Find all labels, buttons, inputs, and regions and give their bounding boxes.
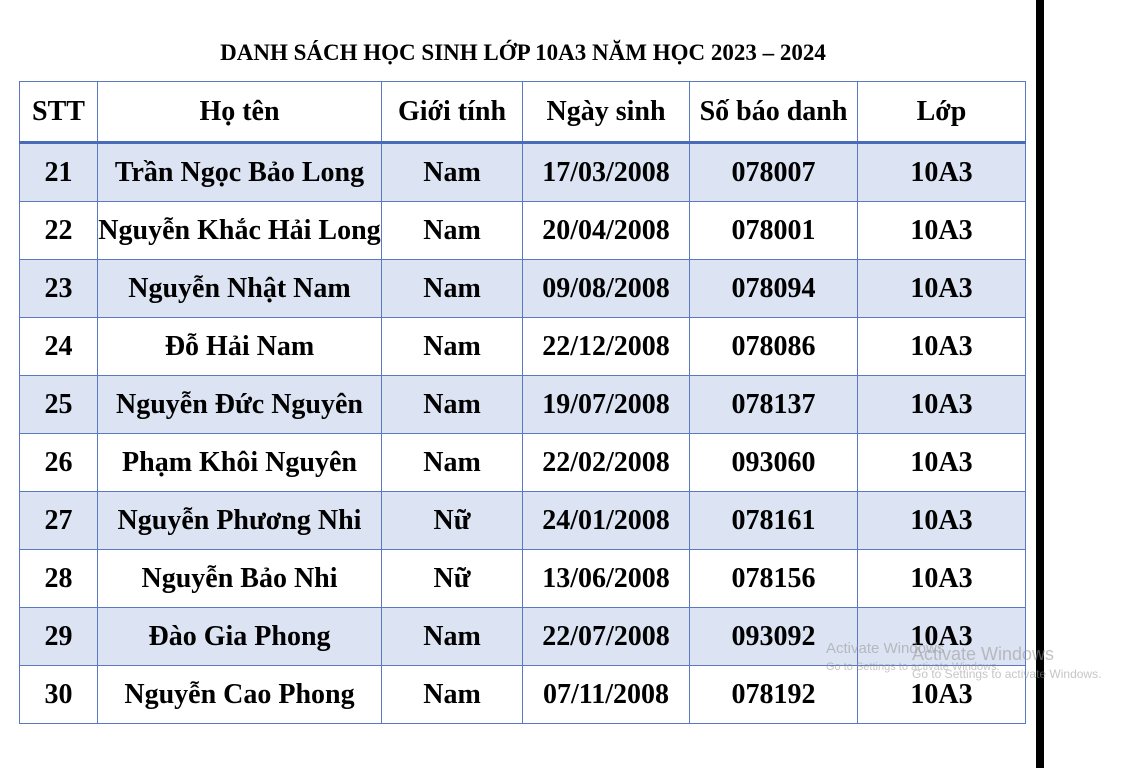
table-row bbox=[20, 260, 1026, 318]
watermark-overlay-line-1: Activate Windows bbox=[912, 644, 1055, 664]
cell-stt: 29 bbox=[20, 608, 98, 666]
cell-full-name: Nguyễn Bảo Nhi bbox=[98, 550, 382, 608]
cell-birth-date: 09/08/2008 bbox=[523, 260, 690, 318]
cell-candidate-number: 078007 bbox=[690, 143, 858, 202]
cell-birth-date: 24/01/2008 bbox=[523, 492, 690, 550]
cell-class: 10A3 bbox=[858, 143, 1026, 202]
cell-full-name: Đào Gia Phong bbox=[98, 608, 382, 666]
cell-class: 10A3 bbox=[858, 550, 1026, 608]
cell-class: 10A3 bbox=[858, 260, 1026, 318]
table-row bbox=[20, 376, 1026, 434]
watermark-line-1: Activate Windows bbox=[826, 640, 945, 657]
cell-class: 10A3 bbox=[858, 434, 1026, 492]
cell-class: 10A3 bbox=[858, 318, 1026, 376]
header-birth-date: Ngày sinh bbox=[523, 82, 690, 143]
cell-candidate-number: 078156 bbox=[690, 550, 858, 608]
cell-birth-date: 17/03/2008 bbox=[523, 143, 690, 202]
cell-stt: 26 bbox=[20, 434, 98, 492]
table-row bbox=[20, 143, 1026, 202]
table-header-row bbox=[20, 82, 1026, 143]
cell-birth-date: 07/11/2008 bbox=[523, 666, 690, 724]
watermark-overlay-line-2: Go to Settings to activate Windows. bbox=[912, 667, 1102, 681]
cell-gender: Nữ bbox=[382, 492, 523, 550]
header-gender: Giới tính bbox=[382, 82, 523, 143]
cell-class: 10A3 bbox=[858, 492, 1026, 550]
cell-full-name: Đỗ Hải Nam bbox=[98, 318, 382, 376]
cell-candidate-number: 078137 bbox=[690, 376, 858, 434]
cell-full-name: Nguyễn Nhật Nam bbox=[98, 260, 382, 318]
cell-full-name: Phạm Khôi Nguyên bbox=[98, 434, 382, 492]
cell-class: 10A3 bbox=[858, 376, 1026, 434]
cell-gender: Nam bbox=[382, 143, 523, 202]
cell-full-name: Nguyễn Khắc Hải Long bbox=[98, 202, 382, 260]
cell-candidate-number: 078094 bbox=[690, 260, 858, 318]
cell-full-name: Nguyễn Cao Phong bbox=[98, 666, 382, 724]
cell-stt: 24 bbox=[20, 318, 98, 376]
cell-candidate-number: 078161 bbox=[690, 492, 858, 550]
cell-full-name: Trần Ngọc Bảo Long bbox=[98, 143, 382, 202]
cell-stt: 30 bbox=[20, 666, 98, 724]
cell-class: 10A3 bbox=[858, 202, 1026, 260]
cell-class: 10A3 bbox=[858, 608, 1026, 666]
cell-gender: Nữ bbox=[382, 550, 523, 608]
table-row bbox=[20, 434, 1026, 492]
student-table bbox=[19, 81, 1026, 724]
screen-edge-bar bbox=[1036, 0, 1044, 768]
cell-stt: 23 bbox=[20, 260, 98, 318]
cell-birth-date: 22/12/2008 bbox=[523, 318, 690, 376]
cell-candidate-number: 093092 bbox=[690, 608, 858, 666]
cell-gender: Nam bbox=[382, 434, 523, 492]
table-row bbox=[20, 318, 1026, 376]
cell-candidate-number: 078192 bbox=[690, 666, 858, 724]
cell-gender: Nam bbox=[382, 666, 523, 724]
cell-birth-date: 19/07/2008 bbox=[523, 376, 690, 434]
cell-gender: Nam bbox=[382, 202, 523, 260]
cell-birth-date: 13/06/2008 bbox=[523, 550, 690, 608]
watermark-line-2: Go to Settings to activate Windows. bbox=[826, 661, 1000, 673]
cell-birth-date: 22/02/2008 bbox=[523, 434, 690, 492]
document-title: DANH SÁCH HỌC SINH LỚP 10A3 NĂM HỌC 2023 – 2024 bbox=[220, 40, 826, 65]
cell-stt: 25 bbox=[20, 376, 98, 434]
cell-stt: 27 bbox=[20, 492, 98, 550]
cell-full-name: Nguyễn Đức Nguyên bbox=[98, 376, 382, 434]
cell-stt: 21 bbox=[20, 143, 98, 202]
cell-full-name: Nguyễn Phương Nhi bbox=[98, 492, 382, 550]
header-stt: STT bbox=[20, 82, 98, 143]
cell-gender: Nam bbox=[382, 376, 523, 434]
cell-candidate-number: 078001 bbox=[690, 202, 858, 260]
cell-birth-date: 20/04/2008 bbox=[523, 202, 690, 260]
table-row bbox=[20, 608, 1026, 666]
cell-gender: Nam bbox=[382, 260, 523, 318]
cell-stt: 22 bbox=[20, 202, 98, 260]
cell-candidate-number: 093060 bbox=[690, 434, 858, 492]
header-class: Lớp bbox=[858, 82, 1026, 143]
header-candidate-number: Số báo danh bbox=[690, 82, 858, 143]
table-row bbox=[20, 492, 1026, 550]
table-row bbox=[20, 550, 1026, 608]
cell-class: 10A3 bbox=[858, 666, 1026, 724]
table-row bbox=[20, 666, 1026, 724]
cell-candidate-number: 078086 bbox=[690, 318, 858, 376]
cell-stt: 28 bbox=[20, 550, 98, 608]
header-full-name: Họ tên bbox=[98, 82, 382, 143]
table-row bbox=[20, 202, 1026, 260]
cell-gender: Nam bbox=[382, 608, 523, 666]
cell-birth-date: 22/07/2008 bbox=[523, 608, 690, 666]
cell-gender: Nam bbox=[382, 318, 523, 376]
